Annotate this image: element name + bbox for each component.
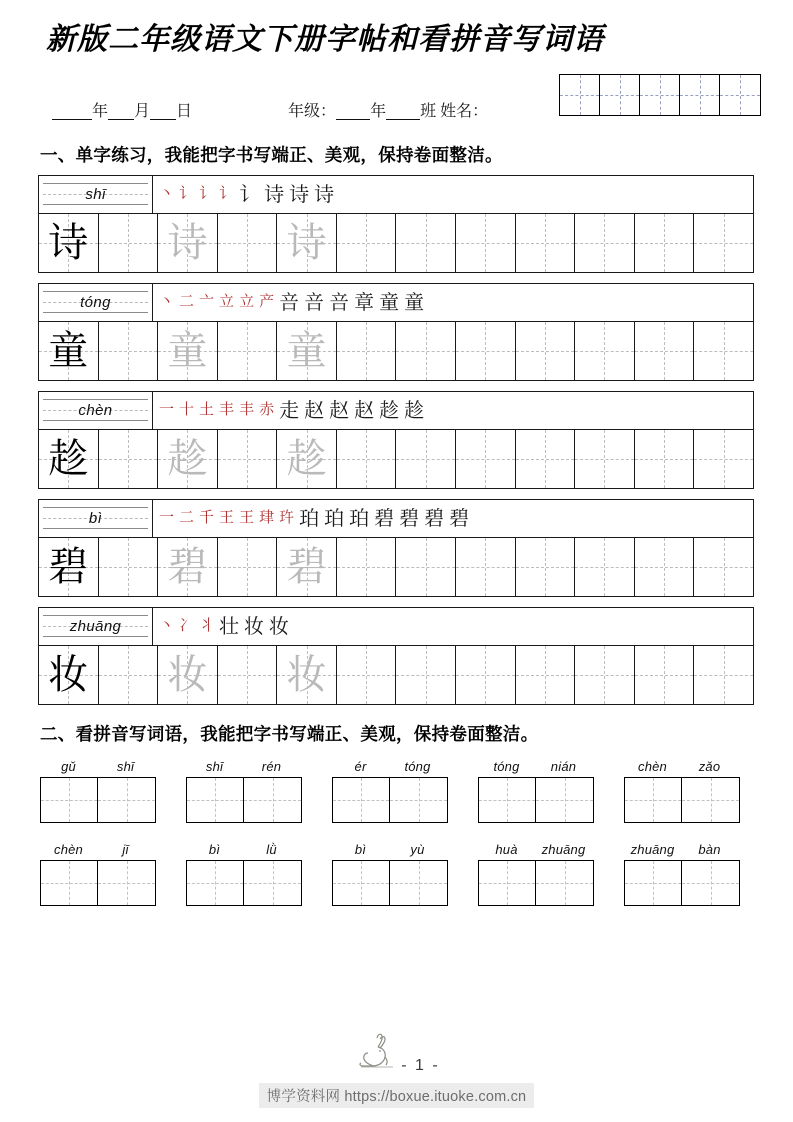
date-month-blank[interactable] (108, 119, 134, 120)
writing-grid-cell[interactable] (575, 214, 635, 272)
pinyin-text: chèn (78, 402, 113, 419)
word-answer-cell[interactable] (244, 778, 301, 822)
stroke-order-cell (153, 392, 753, 429)
writing-grid-cell[interactable] (694, 538, 753, 596)
stroke-step: 咅 (279, 291, 300, 314)
character-practice-list (38, 175, 763, 705)
writing-grid-cell[interactable] (575, 538, 635, 596)
pinyin-syllable: rén (261, 759, 282, 774)
date-line (52, 104, 192, 120)
grade-year-blank[interactable] (336, 119, 370, 120)
trace-character: 碧 (286, 544, 327, 589)
writing-grid-cell[interactable] (39, 538, 99, 596)
writing-grid-cell[interactable] (396, 538, 456, 596)
word-pinyin (478, 837, 594, 857)
word-group (40, 754, 156, 823)
word-pinyin (40, 754, 156, 774)
character-practice-row (38, 499, 754, 597)
word-answer-cell[interactable] (390, 861, 447, 905)
writing-grid-cell[interactable] (635, 646, 695, 704)
writing-grid-cell[interactable] (277, 214, 337, 272)
stroke-step: 走 (279, 399, 300, 422)
writing-grid-cell[interactable] (218, 214, 278, 272)
pinyin-cell (39, 500, 153, 537)
writing-grid-cell[interactable] (99, 322, 159, 380)
watermark-text: 博学资料网 https://boxue.ituoke.com.cn (259, 1083, 535, 1108)
word-pinyin (478, 754, 594, 774)
pinyin-syllable: chèn (54, 842, 83, 857)
header-row (38, 74, 763, 120)
row-top (39, 392, 753, 430)
rabbit-icon (353, 1032, 399, 1079)
stroke-step: 诗 (289, 183, 310, 206)
stroke-step: 丶 (159, 618, 175, 634)
trace-character: 趁 (167, 436, 208, 481)
stroke-step: 王 (239, 510, 255, 526)
stroke-order-cell (153, 608, 753, 645)
writing-grid-cell[interactable] (635, 430, 695, 488)
word-answer-boxes (478, 860, 594, 906)
stroke-step: 碧 (449, 507, 470, 530)
word-line (38, 837, 763, 906)
writing-grid-cell[interactable] (218, 646, 278, 704)
character-practice-row (38, 607, 754, 705)
stroke-step: 讠 (219, 186, 235, 202)
writing-grid-cell[interactable] (516, 322, 576, 380)
word-answer-boxes (624, 860, 740, 906)
writing-grid (39, 322, 753, 380)
stroke-step: 诗 (264, 183, 285, 206)
stroke-step: 咅 (304, 291, 325, 314)
stroke-step: 诗 (314, 183, 335, 206)
date-year-label: 年 (92, 103, 109, 120)
pinyin-cell (39, 392, 153, 429)
writing-grid-cell[interactable] (158, 646, 218, 704)
stroke-step: 立 (219, 294, 235, 310)
writing-grid-cell[interactable] (396, 214, 456, 272)
pinyin-syllable: huà (495, 842, 518, 857)
stroke-order-cell (153, 500, 753, 537)
pinyin-syllable: gǔ (61, 759, 76, 774)
word-pinyin (186, 837, 302, 857)
writing-grid-cell[interactable] (694, 214, 753, 272)
page-number-row (0, 1032, 793, 1079)
writing-grid-cell[interactable] (337, 214, 397, 272)
pinyin-syllable: zhuāng (630, 842, 675, 857)
word-answer-cell[interactable] (682, 861, 739, 905)
writing-grid-cell[interactable] (99, 214, 159, 272)
pinyin-syllable: shī (116, 759, 135, 774)
stroke-step: 童 (404, 291, 425, 314)
stroke-step: 碧 (399, 507, 420, 530)
pinyin-cell (39, 608, 153, 645)
stroke-step: 讠 (239, 183, 260, 206)
pinyin-cell (39, 284, 153, 321)
stroke-step: 土 (199, 402, 215, 418)
word-answer-cell[interactable] (479, 778, 536, 822)
pinyin-syllable: nián (550, 759, 577, 774)
writing-grid-cell[interactable] (337, 646, 397, 704)
trace-character: 童 (167, 328, 208, 373)
stroke-step: 趁 (404, 399, 425, 422)
stroke-step: 童 (379, 291, 400, 314)
writing-grid-cell[interactable] (694, 646, 753, 704)
date-day-label: 日 (176, 103, 193, 120)
writing-grid-cell[interactable] (277, 322, 337, 380)
stroke-order-cell (153, 176, 753, 213)
writing-grid-cell[interactable] (277, 430, 337, 488)
stroke-step: 二 (179, 510, 195, 526)
stroke-step: 十 (179, 402, 195, 418)
trace-character: 童 (286, 328, 327, 373)
writing-grid-cell[interactable] (337, 538, 397, 596)
trace-character: 妆 (167, 652, 208, 697)
writing-grid-cell[interactable] (158, 538, 218, 596)
pinyin-syllable: shī (205, 759, 224, 774)
name-box-cell[interactable] (560, 75, 600, 115)
stroke-step: 妆 (244, 615, 265, 638)
stroke-step: 赵 (354, 399, 375, 422)
pinyin-text: tóng (80, 294, 111, 311)
date-month-label: 月 (134, 103, 151, 120)
stroke-step: 章 (354, 291, 375, 314)
date-year-blank[interactable] (52, 119, 92, 120)
character-practice-row (38, 391, 754, 489)
grade-name-line (288, 104, 488, 120)
pinyin-text: zhuāng (69, 618, 122, 635)
writing-grid-cell[interactable] (277, 538, 337, 596)
writing-grid-cell[interactable] (635, 322, 695, 380)
word-answer-boxes (40, 860, 156, 906)
writing-grid-cell[interactable] (575, 322, 635, 380)
model-character: 碧 (48, 544, 89, 589)
writing-grid-cell[interactable] (99, 646, 159, 704)
model-character: 趁 (48, 436, 89, 481)
word-group (40, 837, 156, 906)
stroke-step: 丰 (239, 402, 255, 418)
row-top (39, 500, 753, 538)
word-answer-cell[interactable] (333, 861, 390, 905)
word-answer-cell[interactable] (41, 778, 98, 822)
word-answer-boxes (40, 777, 156, 823)
name-box-cell[interactable] (600, 75, 640, 115)
writing-grid-cell[interactable] (39, 322, 99, 380)
word-answer-cell[interactable] (625, 778, 682, 822)
pinyin-syllable: tóng (404, 759, 431, 774)
writing-grid-cell[interactable] (39, 214, 99, 272)
page-footer (0, 1032, 793, 1108)
word-answer-cell[interactable] (187, 861, 244, 905)
word-answer-cell[interactable] (479, 861, 536, 905)
pinyin-syllable: zǎo (698, 759, 721, 774)
stroke-step: 咅 (329, 291, 350, 314)
word-pinyin (186, 754, 302, 774)
word-answer-boxes (332, 860, 448, 906)
row-top (39, 284, 753, 322)
writing-grid-cell[interactable] (516, 430, 576, 488)
word-pinyin (40, 837, 156, 857)
date-day-blank[interactable] (150, 119, 176, 120)
word-group (624, 837, 740, 906)
stroke-step: 丶 (159, 294, 175, 310)
trace-character: 诗 (286, 220, 327, 265)
writing-grid-cell[interactable] (694, 430, 753, 488)
writing-grid-cell[interactable] (99, 430, 159, 488)
word-answer-cell[interactable] (682, 778, 739, 822)
pinyin-syllable: bàn (698, 842, 721, 857)
row-top (39, 176, 753, 214)
word-group (332, 837, 448, 906)
writing-grid-cell[interactable] (456, 430, 516, 488)
pinyin-syllable: bì (208, 842, 221, 857)
word-pinyin (624, 754, 740, 774)
pinyin-syllable: bì (354, 842, 367, 857)
writing-grid-cell[interactable] (396, 646, 456, 704)
character-practice-row (38, 175, 754, 273)
word-group (332, 754, 448, 823)
word-answer-cell[interactable] (41, 861, 98, 905)
writing-grid-cell[interactable] (218, 430, 278, 488)
writing-grid-cell[interactable] (575, 646, 635, 704)
writing-grid-cell[interactable] (39, 430, 99, 488)
pinyin-syllable: jī (122, 842, 129, 857)
word-answer-cell[interactable] (536, 778, 593, 822)
stroke-step: 产 (259, 294, 275, 310)
stroke-step: 立 (239, 294, 255, 310)
grade-year-label: 年 (370, 103, 387, 120)
pinyin-syllable: tóng (493, 759, 520, 774)
writing-grid-cell[interactable] (635, 538, 695, 596)
stroke-step: 赵 (329, 399, 350, 422)
stroke-step: 丰 (219, 402, 235, 418)
word-group (478, 837, 594, 906)
writing-grid-cell[interactable] (218, 322, 278, 380)
word-answer-boxes (186, 777, 302, 823)
writing-grid-cell[interactable] (396, 322, 456, 380)
grade-class-blank[interactable] (386, 119, 420, 120)
stroke-step: 王 (219, 510, 235, 526)
section-one-heading: 一、单字练习，我能把字书写端正、美观，保持卷面整洁。 (40, 145, 503, 165)
stroke-step: 玝 (279, 510, 295, 526)
writing-grid-cell[interactable] (516, 214, 576, 272)
stroke-step: 一 (159, 510, 175, 526)
word-pinyin (624, 837, 740, 857)
stroke-step: 珀 (324, 507, 345, 530)
stroke-step: 二 (179, 294, 195, 310)
writing-grid-cell[interactable] (694, 322, 753, 380)
stroke-step: 千 (199, 510, 215, 526)
writing-grid-cell[interactable] (158, 430, 218, 488)
writing-grid-cell[interactable] (456, 538, 516, 596)
stroke-step: 珒 (259, 510, 275, 526)
stroke-step: 珀 (349, 507, 370, 530)
word-pinyin (332, 837, 448, 857)
writing-grid-cell[interactable] (218, 538, 278, 596)
pinyin-word-list (38, 754, 763, 906)
word-answer-cell[interactable] (333, 778, 390, 822)
pinyin-cell (39, 176, 153, 213)
word-answer-boxes (624, 777, 740, 823)
grade-label: 年级： (288, 103, 337, 120)
stroke-order-cell (153, 284, 753, 321)
name-label: 姓名： (440, 103, 489, 120)
word-answer-boxes (332, 777, 448, 823)
writing-grid-cell[interactable] (396, 430, 456, 488)
pinyin-syllable: chèn (638, 759, 667, 774)
character-practice-row (38, 283, 754, 381)
name-input-boxes[interactable] (559, 74, 761, 116)
word-answer-cell[interactable] (187, 778, 244, 822)
writing-grid (39, 646, 753, 704)
model-character: 诗 (48, 220, 89, 265)
word-answer-cell[interactable] (98, 861, 155, 905)
section-two-heading: 二、看拼音写词语，我能把字书写端正、美观，保持卷面整洁。 (40, 724, 539, 744)
pinyin-syllable: zhuāng (541, 842, 586, 857)
row-top (39, 608, 753, 646)
stroke-step: 讠 (199, 186, 215, 202)
writing-grid-cell[interactable] (456, 646, 516, 704)
trace-character: 妆 (286, 652, 327, 697)
page-number: - 1 - (401, 1057, 440, 1074)
pinyin-text: bì (88, 510, 103, 527)
name-box-cell[interactable] (680, 75, 720, 115)
stroke-step: 碧 (374, 507, 395, 530)
word-group (186, 837, 302, 906)
writing-grid-cell[interactable] (635, 214, 695, 272)
writing-grid-cell[interactable] (337, 322, 397, 380)
writing-grid-cell[interactable] (456, 322, 516, 380)
writing-grid-cell[interactable] (337, 430, 397, 488)
pinyin-syllable: yù (410, 842, 425, 857)
pinyin-syllable: lǜ (266, 842, 277, 857)
writing-grid-cell[interactable] (516, 538, 576, 596)
word-line (38, 754, 763, 823)
writing-grid-cell[interactable] (516, 646, 576, 704)
trace-character: 诗 (167, 220, 208, 265)
word-answer-cell[interactable] (98, 778, 155, 822)
name-box-cell[interactable] (720, 75, 760, 115)
stroke-step: 冫 (179, 618, 195, 634)
word-answer-boxes (186, 860, 302, 906)
writing-grid (39, 214, 753, 272)
word-answer-cell[interactable] (390, 778, 447, 822)
writing-grid (39, 538, 753, 596)
grade-class-label: 班 (420, 103, 437, 120)
stroke-step: 妆 (269, 615, 290, 638)
pinyin-syllable: ér (354, 759, 367, 774)
writing-grid (39, 430, 753, 488)
writing-grid-cell[interactable] (277, 646, 337, 704)
stroke-step: 一 (159, 402, 175, 418)
stroke-step: 趁 (379, 399, 400, 422)
name-box-cell[interactable] (640, 75, 680, 115)
stroke-step: 壮 (219, 615, 240, 638)
stroke-step: 珀 (299, 507, 320, 530)
writing-grid-cell[interactable] (39, 646, 99, 704)
word-answer-cell[interactable] (244, 861, 301, 905)
trace-character: 碧 (167, 544, 208, 589)
model-character: 妆 (48, 652, 89, 697)
word-group (624, 754, 740, 823)
stroke-step: 讠 (179, 186, 195, 202)
word-answer-cell[interactable] (625, 861, 682, 905)
stroke-step: 丶 (159, 186, 175, 202)
word-group (478, 754, 594, 823)
page-title: 新版二年级语文下册字帖和看拼音写词语 (46, 23, 604, 56)
stroke-step: 亠 (199, 294, 215, 310)
pinyin-text: shī (85, 186, 106, 203)
word-answer-boxes (478, 777, 594, 823)
writing-grid-cell[interactable] (456, 214, 516, 272)
writing-grid-cell[interactable] (158, 214, 218, 272)
writing-grid-cell[interactable] (158, 322, 218, 380)
word-answer-cell[interactable] (536, 861, 593, 905)
writing-grid-cell[interactable] (99, 538, 159, 596)
stroke-step: 赤 (259, 402, 275, 418)
model-character: 童 (48, 328, 89, 373)
stroke-step: 丬 (199, 618, 215, 634)
writing-grid-cell[interactable] (575, 430, 635, 488)
stroke-step: 碧 (424, 507, 445, 530)
word-pinyin (332, 754, 448, 774)
trace-character: 趁 (286, 436, 327, 481)
stroke-step: 赵 (304, 399, 325, 422)
word-group (186, 754, 302, 823)
